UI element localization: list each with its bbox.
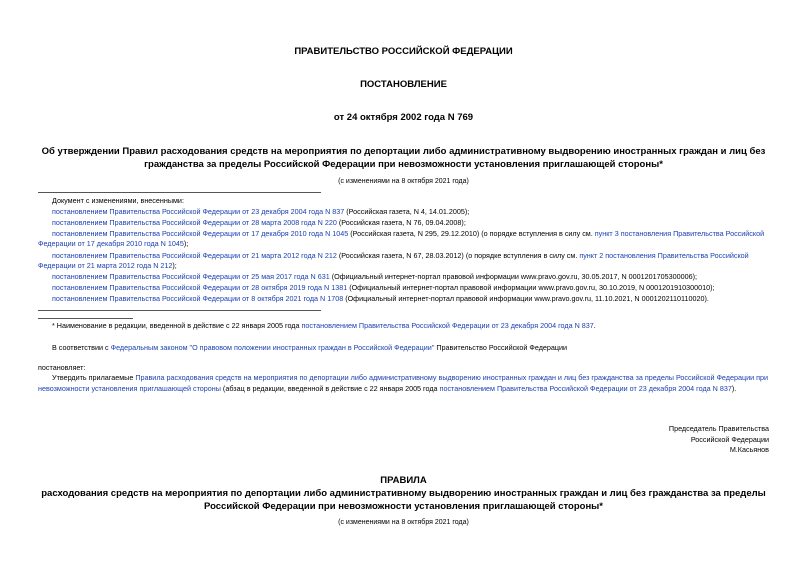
signature-name: М.Касьянов	[729, 445, 769, 454]
list-item-continuation: Федерации от 21 марта 2012 года N 212);	[38, 261, 177, 270]
divider	[38, 310, 321, 311]
list-item: постановлением Правительства Российской Федерации от 21 марта 2012 года N 212 (Российская газета, N 67, 28.03.2012) (о порядке вступления в силу см. пункт 2 постановления Правительства Российской	[52, 251, 749, 260]
list-item: постановлением Правительства Российской Федерации от 17 декабря 2010 года N 1045 (Российская газета, N 295, 29.12.2010) (о порядке вступления в силу см. пункт 3 постановления Правительства Российской	[52, 229, 765, 238]
signature-org: Российской Федерации	[690, 434, 769, 444]
effective-date-link[interactable]: пункт 3 постановления Правительства Российской	[594, 229, 765, 238]
effective-date-link[interactable]: пункт 2 постановления Правительства Российской	[579, 251, 749, 260]
changes-intro: Документ с изменениями, внесенными:	[52, 196, 184, 205]
list-item: постановлением Правительства Российской Федерации от 25 мая 2017 года N 631 (Официальный интернет-портал правовой информации www.pravo.gov.ru, 30.05.2017, N 0001201705300006);	[52, 272, 697, 281]
list-item: постановлением Правительства Российской Федерации от 23 декабря 2004 года N 837 (Российская газета, N 4, 14.01.2005);	[52, 207, 470, 216]
amendment-note: (с изменениями на 8 октября 2021 года)	[338, 178, 469, 185]
approve-paragraph: Утвердить прилагаемые Правила расходования средств на мероприятия по депортации либо административному выдворению иностранных граждан и лиц без гражданства за пределы Российской Федерации при невозможности установления приглашающей стороны (абзац в редакции, введенной в действие с 22 января 2005 года постановлением Правительства Российской Федерации от 23 декабря 2004 года N 837).	[38, 373, 769, 393]
list-item: постановлением Правительства Российской Федерации от 28 марта 2008 года N 220 (Российская газета, N 76, 09.04.2008);	[52, 218, 466, 227]
footnote-link[interactable]: постановлением Правительства Российской Федерации от 23 декабря 2004 года N 837	[301, 321, 594, 330]
government-heading: ПРАВИТЕЛЬСТВО РОССИЙСКОЙ ФЕДЕРАЦИИ	[294, 46, 513, 57]
amendment-link[interactable]: постановлением Правительства Российской Федерации от 28 октября 2019 года N 1381	[52, 283, 348, 292]
rules-heading: ПРАВИЛА	[380, 475, 427, 486]
amendment-link[interactable]: постановлением Правительства Российской Федерации от 8 октября 2021 года N 1708	[52, 294, 344, 303]
amendment-link[interactable]: постановлением Правительства Российской Федерации от 25 мая 2017 года N 631	[52, 272, 330, 281]
rules-link[interactable]: Правила расходования средств на мероприятия по депортации либо административному выдворению иностранных граждан и лиц без гражданства за пределы Российской Федерации при невозможности установления приглашающей стороны	[38, 373, 769, 393]
basis-paragraph: В соответствии с Федеральным законом "О правовом положении иностранных граждан в Российской Федерации" Правительство Российской Федерации	[52, 343, 568, 352]
document-title: Об утверждении Правил расходования средств на мероприятия по депортации либо административному выдворению иностранных граждан и лиц без гражданства за пределы Российской Федерации при невозможности установления приглашающей стороны*	[41, 146, 766, 170]
footnote-divider	[38, 318, 133, 319]
doc-type-heading: ПОСТАНОВЛЕНИЕ	[360, 79, 447, 90]
rules-amendment-note: (с изменениями на 8 октября 2021 года)	[338, 519, 469, 526]
list-item-continuation: Федерации от 17 декабря 2010 года N 1045);	[38, 239, 189, 248]
rules-subtitle: расходования средств на мероприятия по депортации либо административному выдворению иностранных граждан и лиц без гражданства за пределы Российской Федерации при невозможности установления приглашающей стороны*	[41, 488, 766, 512]
divider	[38, 192, 321, 193]
doc-date-number: от 24 октября 2002 года N 769	[333, 112, 474, 123]
list-item: постановлением Правительства Российской Федерации от 28 октября 2019 года N 1381 (Официальный интернет-портал правовой информации www.pravo.gov.ru, 30.10.2019, N 0001201910300010);	[52, 283, 715, 292]
effective-date-link[interactable]: Федерации от 21 марта 2012 года N 212	[38, 261, 173, 270]
amendment-link[interactable]: постановлением Правительства Российской Федерации от 21 марта 2012 года N 212	[52, 251, 337, 260]
federal-law-link[interactable]: Федеральным законом "О правовом положении иностранных граждан в Российской Федерации"	[110, 343, 435, 352]
amendment-link[interactable]: постановлением Правительства Российской Федерации от 17 декабря 2010 года N 1045	[52, 229, 349, 238]
amendment-link[interactable]: постановлением Правительства Российской Федерации от 23 декабря 2004 года N 837	[52, 207, 345, 216]
amendment-link[interactable]: постановлением Правительства Российской Федерации от 28 марта 2008 года N 220	[52, 218, 337, 227]
list-item: постановлением Правительства Российской Федерации от 8 октября 2021 года N 1708 (Официальный интернет-портал правовой информации www.pravo.gov.ru, 11.10.2021, N 0001202110110020).	[52, 294, 709, 303]
amendment-link[interactable]: постановлением Правительства Российской Федерации от 23 декабря 2004 года N 837	[439, 383, 732, 393]
footnote: * Наименование в редакции, введенной в действие с 22 января 2005 года постановлением Правительства Российской Федерации от 23 декабря 2004 года N 837.	[52, 321, 596, 330]
signature-position: Председатель Правительства	[668, 424, 769, 433]
effective-date-link[interactable]: Федерации от 17 декабря 2010 года N 1045	[38, 239, 184, 248]
decrees-text: постановляет:	[38, 363, 86, 372]
signature-block	[669, 424, 769, 456]
